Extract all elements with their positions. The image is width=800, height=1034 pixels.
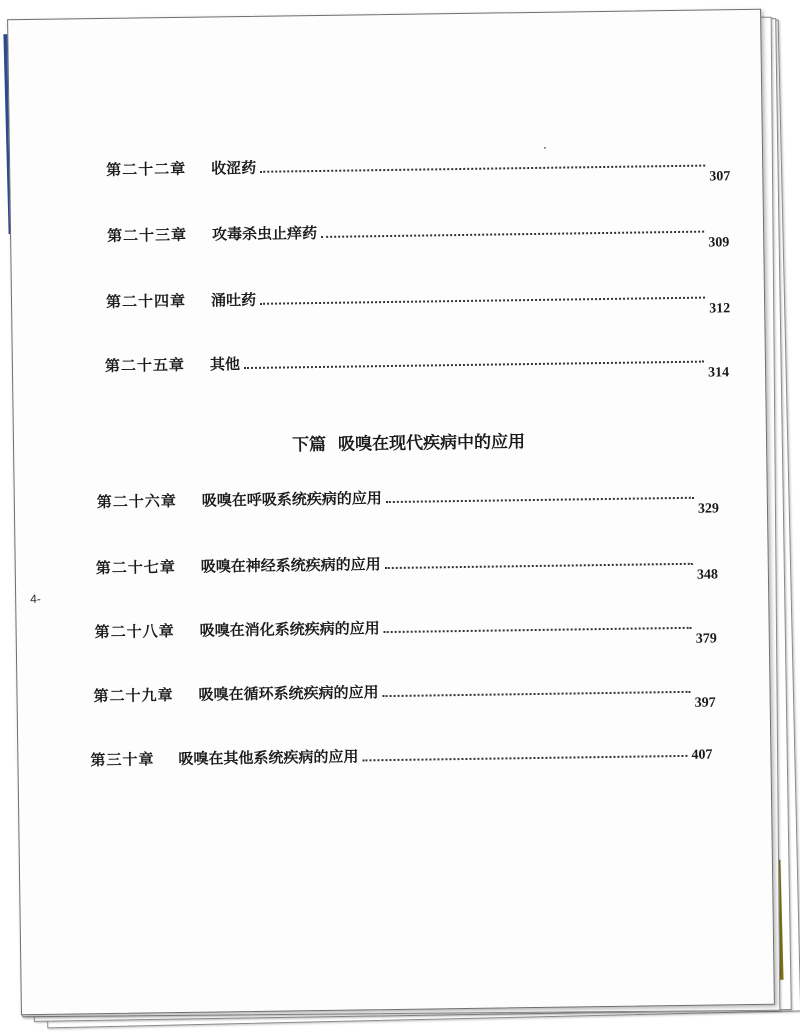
dot-leader [362,754,687,762]
page-number: 348 [696,567,719,583]
dot-leader [383,690,691,697]
dot-leader [260,296,705,305]
chapter-number: 第二十二章 [106,159,187,179]
toc-entry-27[interactable] [95,548,719,583]
page-number: 379 [695,631,717,647]
chapter-title: 收涩药 [211,158,257,178]
part-title: 吸嗅在现代疾病中的应用 [337,432,526,455]
chapter-number: 第二十三章 [106,225,188,245]
toc-entry-28[interactable] [94,612,717,647]
page-number: 397 [694,695,716,711]
chapter-number: 第二十五章 [104,355,186,375]
chapter-title: 吸嗅在消化系统疾病的应用 [199,619,380,640]
dot-leader [244,360,704,369]
toc-entry-23[interactable] [106,216,730,251]
page-number: 309 [708,235,730,251]
toc-entry-30[interactable] [90,741,712,772]
chapter-title: 吸嗅在神经系统疾病的应用 [200,555,381,576]
toc-page [7,9,775,1015]
page-number: 407 [691,747,713,763]
paper-speck [544,147,546,149]
margin-mark: 4- [30,591,41,607]
chapter-number: 第二十四章 [105,291,187,311]
dot-leader [260,164,705,173]
dot-leader [385,562,693,569]
chapter-number: 第二十七章 [95,558,176,578]
chapter-title: 涌吐药 [210,290,257,310]
chapter-title: 其他 [209,355,241,374]
toc-entry-24[interactable] [105,282,731,317]
page-number: 314 [707,365,730,381]
part-label: 下篇 [291,434,327,456]
toc-entry-25[interactable] [104,346,730,381]
part-heading [292,427,525,455]
page-number: 329 [697,501,720,517]
toc-entry-26[interactable] [96,482,720,517]
chapter-title: 吸嗅在呼吸系统疾病的应用 [201,489,382,510]
dot-leader [321,230,704,238]
table-of-contents [8,10,774,1014]
chapter-title: 吸嗅在循环系统疾病的应用 [198,683,379,704]
chapter-number: 第二十八章 [94,622,175,642]
chapter-number: 第二十六章 [96,491,177,512]
page-number: 312 [709,301,731,317]
page-number: 307 [709,169,731,185]
chapter-number: 第三十章 [90,750,155,770]
chapter-title: 攻毒杀虫止痒药 [211,224,318,244]
chapter-title: 吸嗅在其他系统疾病的应用 [178,747,359,768]
toc-entry-22[interactable] [106,150,731,185]
dot-leader [386,496,694,503]
dot-leader [384,626,692,633]
chapter-number: 第二十九章 [93,686,174,706]
toc-entry-29[interactable] [93,676,716,711]
